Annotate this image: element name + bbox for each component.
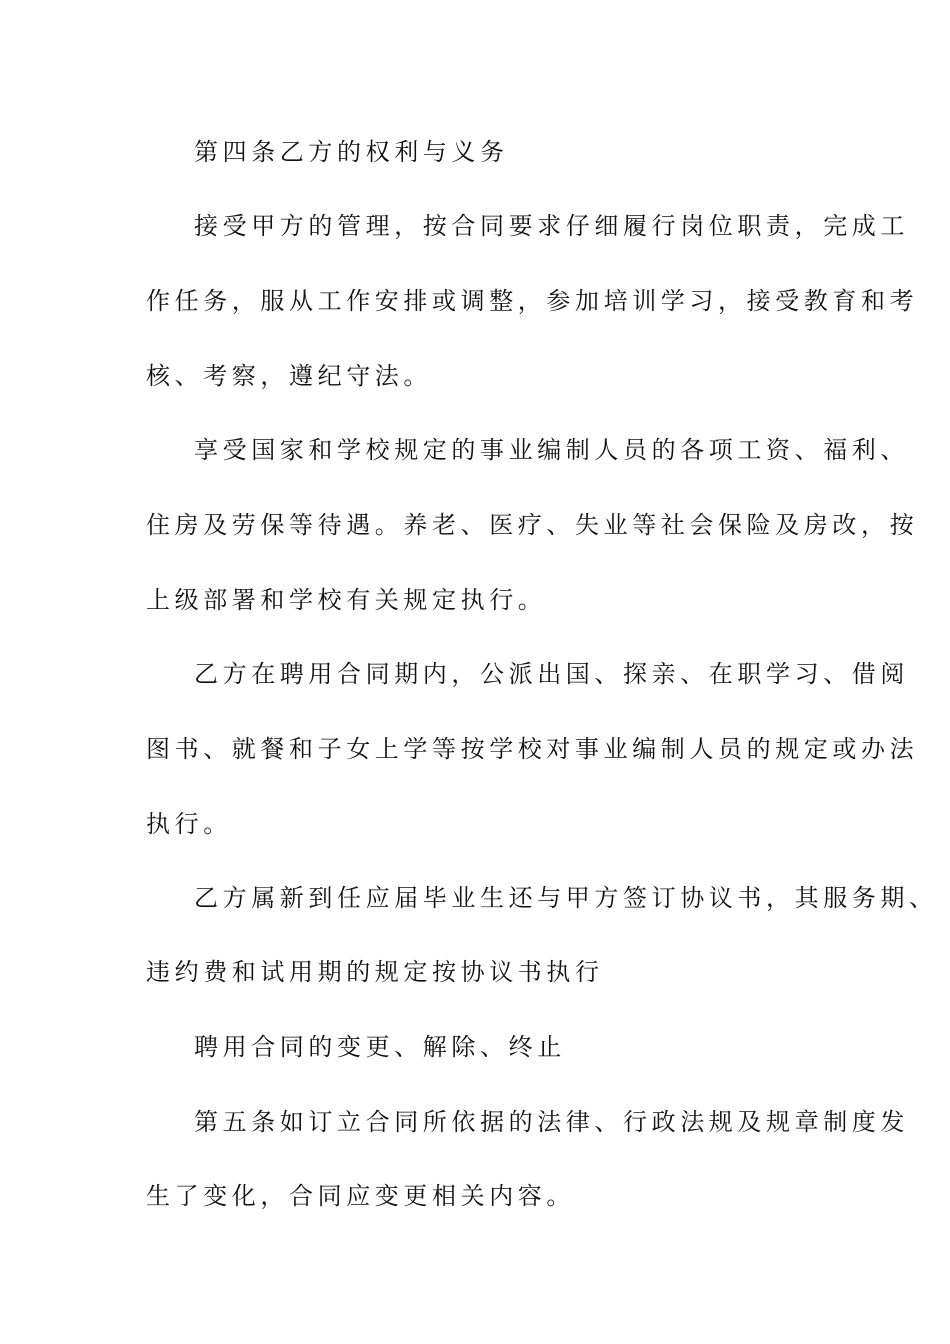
paragraph-line: 享受国家和学校规定的事业编制人员的各项工资、福利、 <box>194 436 909 464</box>
article-five-line: 第五条如订立合同所依据的法律、行政法规及规章制度发 <box>194 1108 909 1136</box>
paragraph-line: 违约费和试用期的规定按协议书执行 <box>146 958 604 986</box>
paragraph-line: 图书、就餐和子女上学等按学校对事业编制人员的规定或办法 <box>146 735 919 763</box>
paragraph-line: 执行。 <box>146 810 232 838</box>
paragraph-line: 作任务，服从工作安排或调整，参加培训学习，接受教育和考 <box>146 287 919 315</box>
paragraph-line: 住房及劳保等待遇。养老、医疗、失业等社会保险及房改，按 <box>146 511 919 539</box>
section-heading: 聘用合同的变更、解除、终止 <box>194 1033 566 1061</box>
paragraph-line: 乙方属新到任应届毕业生还与甲方签订协议书，其服务期、 <box>194 884 938 912</box>
article-four-heading: 第四条乙方的权利与义务 <box>194 138 509 166</box>
paragraph-line: 乙方在聘用合同期内，公派出国、探亲、在职学习、借阅 <box>194 660 909 688</box>
paragraph-line: 核、考察，遵纪守法。 <box>146 362 432 390</box>
paragraph-line: 生了变化，合同应变更相关内容。 <box>146 1182 575 1210</box>
paragraph-line: 上级部署和学校有关规定执行。 <box>146 586 547 614</box>
paragraph-line: 接受甲方的管理，按合同要求仔细履行岗位职责，完成工 <box>194 212 909 240</box>
